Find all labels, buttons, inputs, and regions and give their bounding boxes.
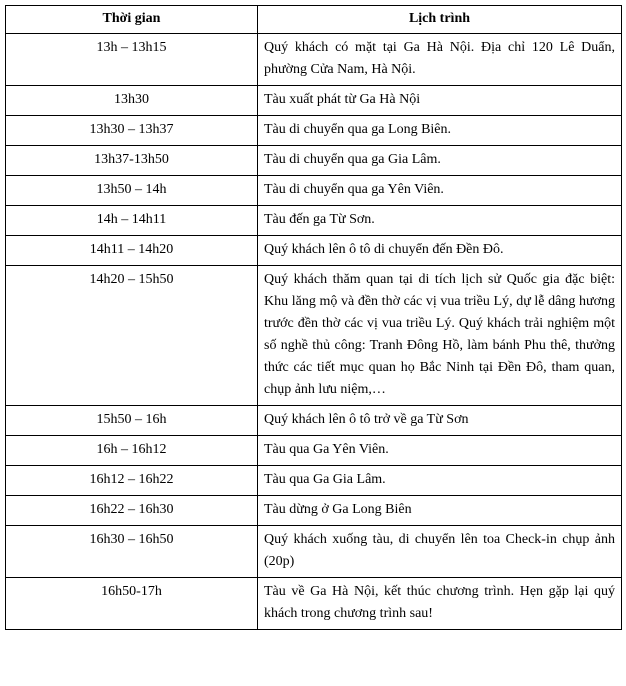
- table-row: [6, 176, 622, 206]
- itinerary-cell: Tàu di chuyển qua ga Yên Viên.: [258, 176, 622, 206]
- itinerary-cell: Tàu dừng ở Ga Long Biên: [258, 496, 622, 526]
- table-row: [6, 466, 622, 496]
- table-row: [6, 436, 622, 466]
- time-cell: 13h30 – 13h37: [6, 116, 258, 146]
- time-cell: 14h20 – 15h50: [6, 266, 258, 406]
- header-time: Thời gian: [6, 6, 258, 34]
- time-cell: 13h – 13h15: [6, 34, 258, 86]
- table-row: [6, 526, 622, 578]
- time-cell: 14h – 14h11: [6, 206, 258, 236]
- itinerary-cell: Quý khách có mặt tại Ga Hà Nội. Địa chỉ 120 Lê Duẩn, phường Cửa Nam, Hà Nội.: [258, 34, 622, 86]
- time-cell: 15h50 – 16h: [6, 406, 258, 436]
- table-row: [6, 146, 622, 176]
- header-row: [6, 6, 622, 34]
- itinerary-cell: Tàu di chuyển qua ga Gia Lâm.: [258, 146, 622, 176]
- header-itinerary: Lịch trình: [258, 6, 622, 34]
- itinerary-cell: Quý khách xuống tàu, di chuyển lên toa Check-in chụp ảnh (20p): [258, 526, 622, 578]
- table-row: [6, 206, 622, 236]
- time-cell: 16h22 – 16h30: [6, 496, 258, 526]
- itinerary-cell: Quý khách lên ô tô trở về ga Từ Sơn: [258, 406, 622, 436]
- table-row: [6, 578, 622, 630]
- itinerary-cell: Tàu về Ga Hà Nội, kết thúc chương trình. Hẹn gặp lại quý khách trong chương trình sau!: [258, 578, 622, 630]
- itinerary-cell: Quý khách thăm quan tại di tích lịch sử Quốc gia đặc biệt: Khu lăng mộ và đền thờ các vị vua triều Lý, dự lễ dâng hương trước đền thờ các vị vua triều Lý. Quý khách trải nghiệm một số nghề thủ công: Tranh Đông Hồ, làm bánh Phu thê, thưởng thức các tiết mục quan họ Bắc Ninh tại Đền Đô, tham quan, chụp ảnh lưu niệm,…: [258, 266, 622, 406]
- time-cell: 16h – 16h12: [6, 436, 258, 466]
- itinerary-cell: Tàu di chuyển qua ga Long Biên.: [258, 116, 622, 146]
- itinerary-cell: Tàu qua Ga Yên Viên.: [258, 436, 622, 466]
- itinerary-cell: Tàu xuất phát từ Ga Hà Nội: [258, 86, 622, 116]
- table-row: [6, 266, 622, 406]
- time-cell: 16h12 – 16h22: [6, 466, 258, 496]
- table-row: [6, 34, 622, 86]
- time-cell: 13h37-13h50: [6, 146, 258, 176]
- time-cell: 14h11 – 14h20: [6, 236, 258, 266]
- time-cell: 13h30: [6, 86, 258, 116]
- itinerary-cell: Tàu qua Ga Gia Lâm.: [258, 466, 622, 496]
- itinerary-cell: Tàu đến ga Từ Sơn.: [258, 206, 622, 236]
- time-cell: 16h50-17h: [6, 578, 258, 630]
- time-cell: 16h30 – 16h50: [6, 526, 258, 578]
- table-row: [6, 86, 622, 116]
- table-row: [6, 406, 622, 436]
- table-row: [6, 496, 622, 526]
- time-cell: 13h50 – 14h: [6, 176, 258, 206]
- table-row: [6, 116, 622, 146]
- schedule-table: [5, 5, 622, 630]
- table-row: [6, 236, 622, 266]
- itinerary-cell: Quý khách lên ô tô di chuyển đến Đền Đô.: [258, 236, 622, 266]
